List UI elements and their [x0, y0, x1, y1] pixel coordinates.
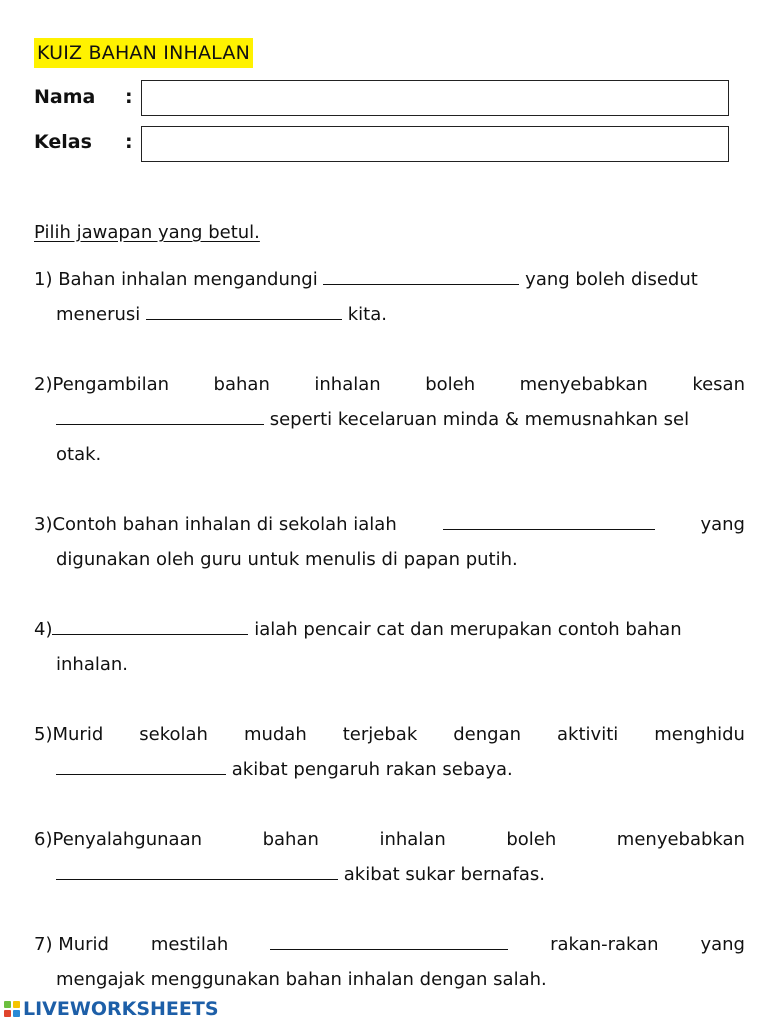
q2-word-1: 2)Pengambilan [34, 374, 170, 395]
liveworksheets-mark-icon [4, 1001, 20, 1017]
name-label: Nama [34, 86, 96, 108]
q4-blank-1[interactable] [52, 612, 248, 635]
question-4 [34, 612, 745, 682]
q4-text-c: inhalan. [56, 654, 129, 675]
q7-text-b: mengajak menggunakan bahan inhalan dengan salah. [56, 969, 547, 990]
q2-word-4: boleh [425, 374, 476, 395]
question-3-line-1 [34, 507, 745, 542]
question-2 [34, 367, 745, 472]
q5-blank-1[interactable] [56, 752, 226, 775]
question-3 [34, 507, 745, 577]
liveworksheets-brand-text: LIVEWORKSHEETS [23, 998, 219, 1020]
q3-blank-1[interactable] [443, 507, 655, 530]
q3-text-b: yang [700, 514, 745, 535]
question-4-line-2 [34, 647, 745, 682]
q1-text-c: menerusi [56, 304, 141, 325]
q5-word-1: 5)Murid [34, 724, 104, 745]
class-colon: : [125, 131, 133, 153]
q5-word-6: aktiviti [557, 724, 619, 745]
question-2-line-1 [34, 367, 745, 402]
q1-text-d: kita. [347, 304, 387, 325]
q1-text-a: 1) Bahan inhalan mengandungi [34, 269, 318, 290]
q5-word-3: mudah [243, 724, 307, 745]
q1-text-b: yang boleh disedut [525, 269, 698, 290]
q6-word-1: 6)Penyalahgunaan [34, 829, 203, 850]
q2-word-6: kesan [692, 374, 745, 395]
class-label: Kelas [34, 131, 92, 153]
question-7 [34, 927, 745, 997]
page-title: KUIZ BAHAN INHALAN [34, 38, 253, 68]
q6-word-2: bahan [262, 829, 319, 850]
q2-text-c: otak. [56, 444, 102, 465]
q3-text-a: 3)Contoh bahan inhalan di sekolah ialah [34, 514, 397, 535]
logo-square-blue [13, 1010, 20, 1017]
question-7-line-1 [34, 927, 745, 962]
q7-word-1: 7) Murid [34, 934, 109, 955]
question-5-line-2 [34, 752, 745, 787]
q5-word-4: terjebak [342, 724, 418, 745]
q4-text-b: ialah pencair cat dan merupakan contoh bahan [254, 619, 682, 640]
q2-word-5: menyebabkan [519, 374, 648, 395]
question-2-line-3 [34, 437, 745, 472]
q5-text-b: akibat pengaruh rakan sebaya. [231, 759, 513, 780]
question-1-line-2 [34, 297, 745, 332]
q3-text-c: digunakan oleh guru untuk menulis di papan putih. [56, 549, 518, 570]
q6-word-3: inhalan [379, 829, 446, 850]
q4-text-a: 4) [34, 619, 53, 640]
question-6 [34, 822, 745, 892]
instruction-text: Pilih jawapan yang betul. [34, 222, 260, 243]
q7-word-3: rakan-rakan [550, 934, 659, 955]
q2-word-2: bahan [213, 374, 270, 395]
q6-word-5: menyebabkan [616, 829, 745, 850]
name-colon: : [125, 86, 133, 108]
logo-square-green [4, 1001, 11, 1008]
logo-square-yellow [13, 1001, 20, 1008]
liveworksheets-logo [4, 996, 219, 1022]
question-4-line-1 [34, 612, 745, 647]
question-6-line-1 [34, 822, 745, 857]
q5-word-2: sekolah [139, 724, 208, 745]
question-3-line-2 [34, 542, 745, 577]
question-1-line-1 [34, 262, 745, 297]
question-7-line-2 [34, 962, 745, 997]
q5-word-7: menghidu [654, 724, 745, 745]
q7-blank-1[interactable] [270, 927, 508, 950]
q7-word-4: yang [700, 934, 745, 955]
question-1 [34, 262, 745, 332]
question-6-line-2 [34, 857, 745, 892]
q2-word-3: inhalan [314, 374, 381, 395]
class-input[interactable] [141, 126, 729, 162]
question-5-line-1 [34, 717, 745, 752]
question-2-line-2 [34, 402, 745, 437]
q1-blank-1[interactable] [323, 262, 519, 285]
q7-word-2: mestilah [150, 934, 229, 955]
q6-blank-1[interactable] [56, 857, 338, 880]
logo-square-red [4, 1010, 11, 1017]
q5-word-5: dengan [453, 724, 522, 745]
name-input[interactable] [141, 80, 729, 116]
q6-word-4: boleh [506, 829, 557, 850]
q2-blank-1[interactable] [56, 402, 264, 425]
question-5 [34, 717, 745, 787]
q6-text-b: akibat sukar bernafas. [343, 864, 545, 885]
q2-text-b: seperti kecelaruan minda & memusnahkan sel [269, 409, 690, 430]
q1-blank-2[interactable] [146, 297, 342, 320]
